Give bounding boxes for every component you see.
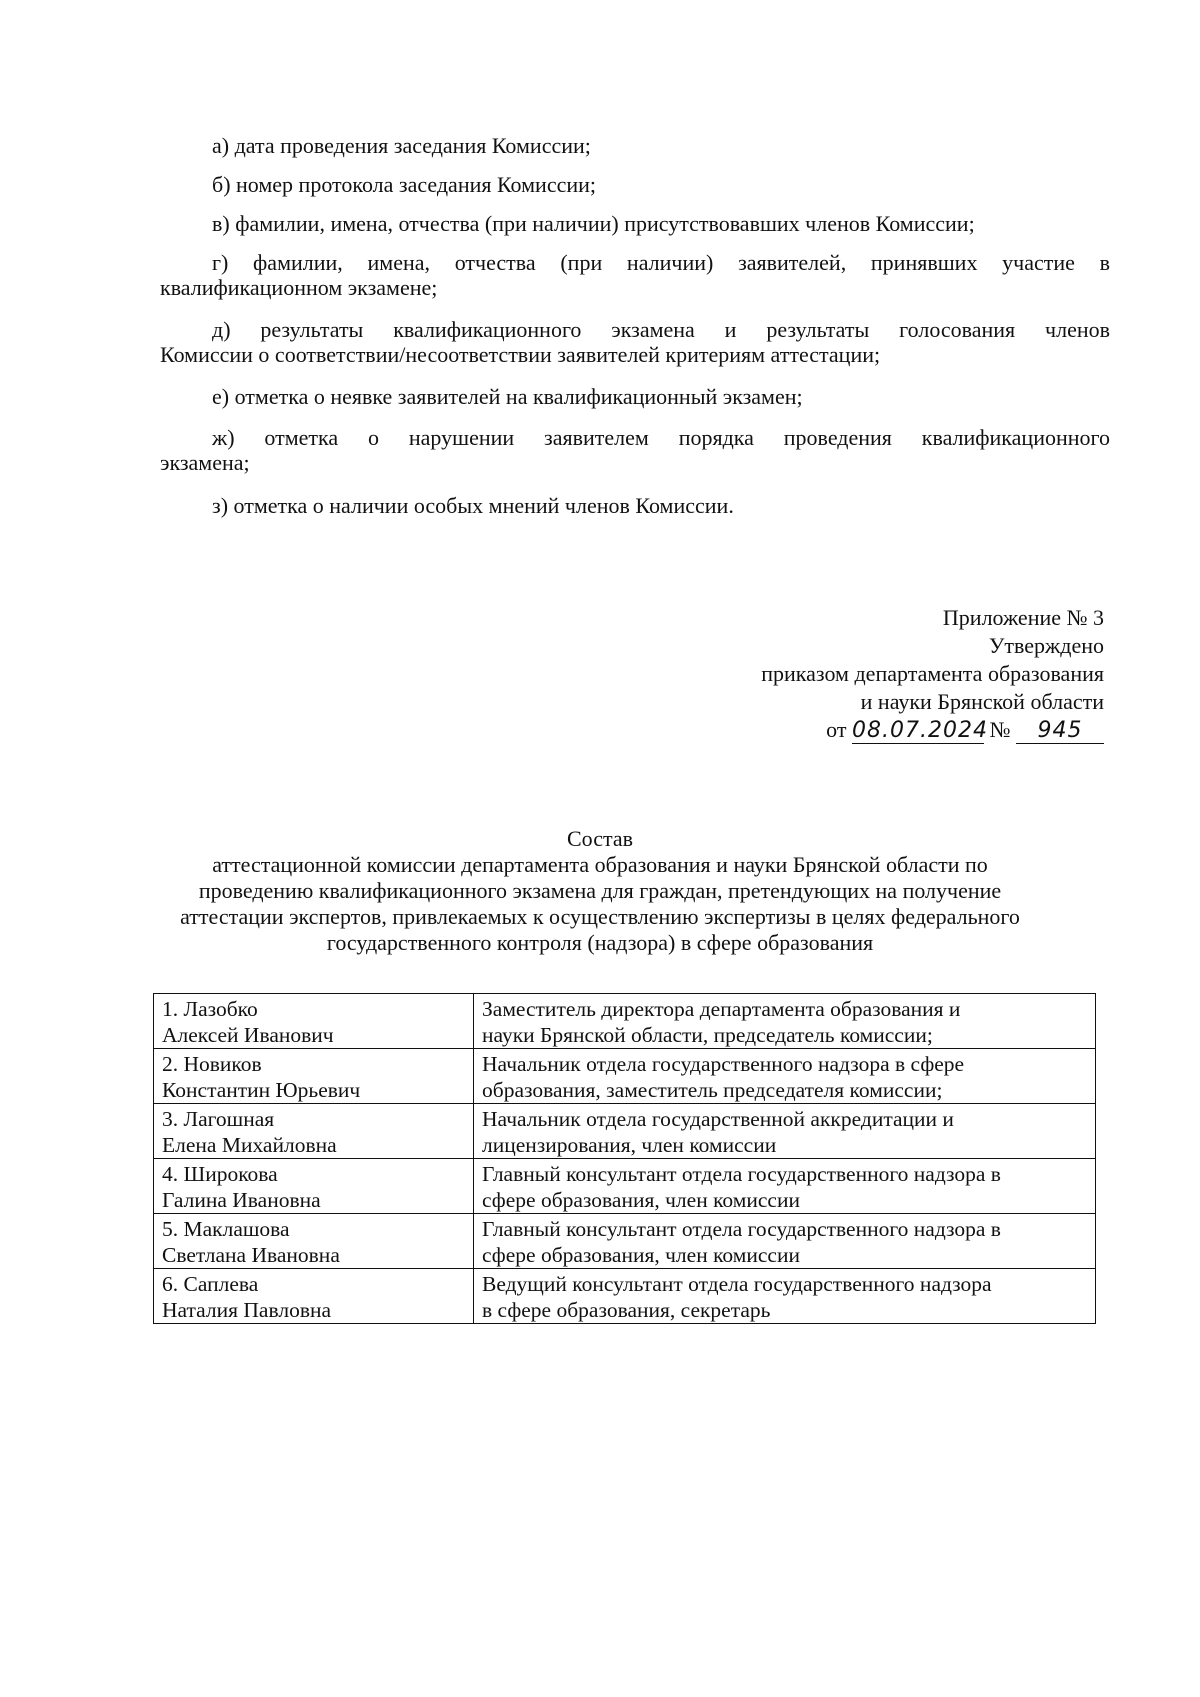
- member-role-line: Главный консультант отдела государственного надзора в: [482, 1217, 1001, 1241]
- member-name-cell: [154, 1214, 474, 1269]
- order-date-number: [544, 716, 1104, 744]
- table-row: [154, 1049, 1096, 1104]
- member-surname: 3. Лагошная: [162, 1107, 275, 1131]
- member-name-cell: [154, 1104, 474, 1159]
- member-role-line: сфере образования, член комиссии: [482, 1188, 800, 1212]
- protocol-item-text: з) отметка о наличии особых мнений членов Комиссии.: [212, 493, 734, 518]
- member-given-names: Алексей Иванович: [162, 1023, 334, 1047]
- member-role-line: науки Брянской области, председатель комиссии;: [482, 1023, 933, 1047]
- order-date: 08.07.2024: [852, 718, 988, 743]
- protocol-item-e: [160, 384, 1110, 409]
- member-role-cell: [474, 1214, 1096, 1269]
- order-line-1: приказом департамента образования: [761, 661, 1104, 686]
- date-prefix: от: [826, 717, 847, 742]
- member-given-names: Светлана Ивановна: [162, 1243, 340, 1267]
- member-name-cell: [154, 1159, 474, 1214]
- member-given-names: Константин Юрьевич: [162, 1078, 361, 1102]
- member-role-line: сфере образования, член комиссии: [482, 1243, 800, 1267]
- appendix-label: Приложение № 3: [942, 605, 1104, 630]
- protocol-item-a: [160, 133, 1110, 158]
- member-role-line: Ведущий консультант отдела государственного надзора: [482, 1272, 992, 1296]
- protocol-item-text: экзамена;: [160, 450, 250, 475]
- member-role-line: Начальник отдела государственной аккредитации и: [482, 1107, 954, 1131]
- heading-line: государственного контроля (надзора) в сфере образования: [326, 930, 874, 955]
- number-prefix: №: [989, 717, 1011, 742]
- member-role-line: лицензирования, член комиссии: [482, 1133, 777, 1157]
- protocol-item-text: е) отметка о неявке заявителей на квалификационный экзамен;: [212, 384, 803, 409]
- protocol-item-text: Комиссии о соответствии/несоответствии заявителей критериям аттестации;: [160, 342, 881, 367]
- member-name-cell: [154, 1269, 474, 1324]
- member-surname: 2. Новиков: [162, 1052, 262, 1076]
- protocol-item-d: [160, 317, 1110, 367]
- member-role-line: Заместитель директора департамента образования и: [482, 997, 961, 1021]
- table-row: [154, 1269, 1096, 1324]
- order-number: 945: [1016, 719, 1104, 744]
- member-name-cell: [154, 994, 474, 1049]
- member-role-cell: [474, 1104, 1096, 1159]
- table-row: [154, 994, 1096, 1049]
- appendix-block: [544, 604, 1104, 744]
- protocol-item-zh: [160, 425, 1110, 475]
- protocol-item-text: б) номер протокола заседания Комиссии;: [212, 172, 597, 197]
- protocol-item-text: а) дата проведения заседания Комиссии;: [212, 133, 591, 158]
- member-given-names: Галина Ивановна: [162, 1188, 321, 1212]
- heading-title: Состав: [566, 826, 634, 851]
- member-given-names: Елена Михайловна: [162, 1133, 337, 1157]
- protocol-item-b: [160, 172, 1110, 197]
- protocol-item-text: в) фамилии, имена, отчества (при наличии) присутствовавших членов Комиссии;: [212, 211, 975, 236]
- member-role-line: в сфере образования, секретарь: [482, 1298, 771, 1322]
- member-role-line: Главный консультант отдела государственного надзора в: [482, 1162, 1001, 1186]
- heading-line: аттестационной комиссии департамента образования и науки Брянской области по: [212, 852, 988, 877]
- approved-label: Утверждено: [988, 633, 1104, 658]
- member-surname: 6. Саплева: [162, 1272, 259, 1296]
- members-table: [153, 993, 1096, 1324]
- member-role-line: образования, заместитель председателя комиссии;: [482, 1078, 943, 1102]
- member-surname: 1. Лазобко: [162, 997, 258, 1021]
- member-role-line: Начальник отдела государственного надзора в сфере: [482, 1052, 965, 1076]
- member-given-names: Наталия Павловна: [162, 1298, 332, 1322]
- protocol-item-text: г) фамилии, имена, отчества (при наличии) заявителей, принявших участие в: [212, 250, 1110, 275]
- protocol-item-z: [160, 493, 1110, 518]
- member-role-cell: [474, 1159, 1096, 1214]
- protocol-item-text: ж) отметка о нарушении заявителем порядка проведения квалификационного: [212, 425, 1110, 450]
- order-line-2: и науки Брянской области: [860, 689, 1104, 714]
- heading-line: аттестации экспертов, привлекаемых к осуществлению экспертизы в целях федерального: [180, 904, 1020, 929]
- member-name-cell: [154, 1049, 474, 1104]
- heading-line: проведению квалификационного экзамена для граждан, претендующих на получение: [198, 878, 1002, 903]
- member-surname: 4. Широкова: [162, 1162, 278, 1186]
- table-row: [154, 1214, 1096, 1269]
- protocol-item-v: [160, 211, 1110, 236]
- table-row: [154, 1104, 1096, 1159]
- member-role-cell: [474, 994, 1096, 1049]
- member-role-cell: [474, 1049, 1096, 1104]
- composition-heading: [150, 826, 1050, 956]
- member-surname: 5. Маклашова: [162, 1217, 290, 1241]
- protocol-item-text: квалификационном экзамене;: [160, 275, 438, 300]
- protocol-item-text: д) результаты квалификационного экзамена и результаты голосования членов: [212, 317, 1110, 342]
- table-row: [154, 1159, 1096, 1214]
- protocol-item-g: [160, 250, 1110, 300]
- member-role-cell: [474, 1269, 1096, 1324]
